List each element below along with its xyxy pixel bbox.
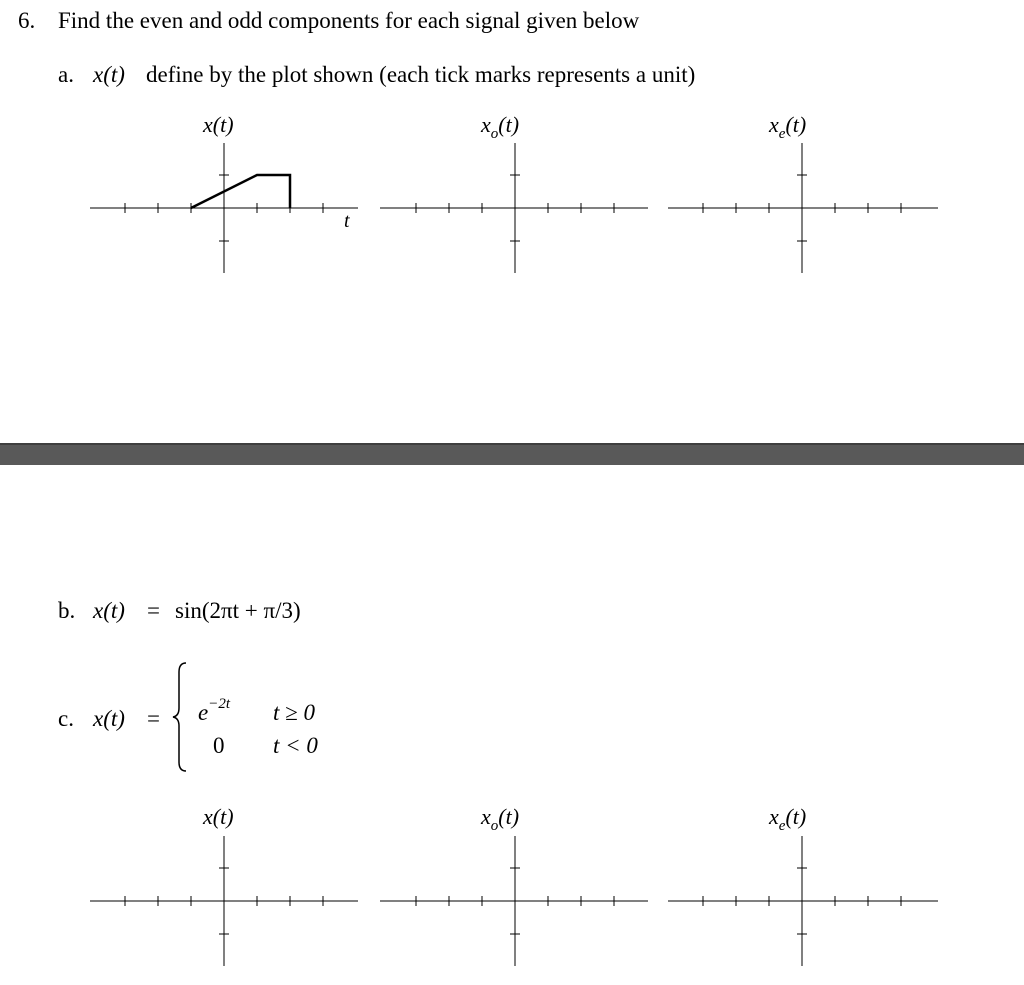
plot-c-xo-axes [380,833,650,968]
part-a-signal: x(t) [93,62,125,87]
case2-condition: t < 0 [273,733,318,758]
part-c-lhs: x(t) [93,706,125,731]
plot-c-title-xo: $x_o(t)$ [481,804,520,834]
part-c-eq: = [147,706,160,731]
case1-value: $e^{-2t}$ [198,696,231,725]
question-number: 6. [18,8,36,33]
plot-c-x-axes [90,833,360,968]
part-b-label: b. [58,598,76,623]
case2-value: 0 [213,733,225,758]
part-b-eq: = [147,598,160,623]
part-c-label: c. [58,706,74,731]
signal-a-trace [191,175,290,208]
part-a-label: a. [58,62,74,87]
plot-a-title-xe: $x_e(t)$ [769,112,807,142]
plot-a-title-x: x(t) [203,112,234,137]
plot-c-xe-axes [668,833,940,968]
page-divider [0,443,1024,465]
part-b-lhs: x(t) [93,598,125,623]
question-text: Find the even and odd components for each signal given below [58,8,640,33]
plot-a-title-xo: $x_o(t)$ [481,112,520,142]
plot-c-title-x: x(t) [203,804,234,829]
part-a-text: define by the plot shown (each tick marks represents a unit) [146,62,696,87]
plot-c-title-xe: $x_e(t)$ [769,804,807,834]
t-axis-label: t [344,210,350,232]
plot-a-xe-axes [668,140,940,275]
part-b-rhs: sin(2πt + π/3) [175,598,301,623]
piecewise-brace [170,660,192,775]
plot-a-xo-axes [380,140,650,275]
plot-a-x-axes [90,140,360,275]
case1-condition: t ≥ 0 [273,700,316,725]
